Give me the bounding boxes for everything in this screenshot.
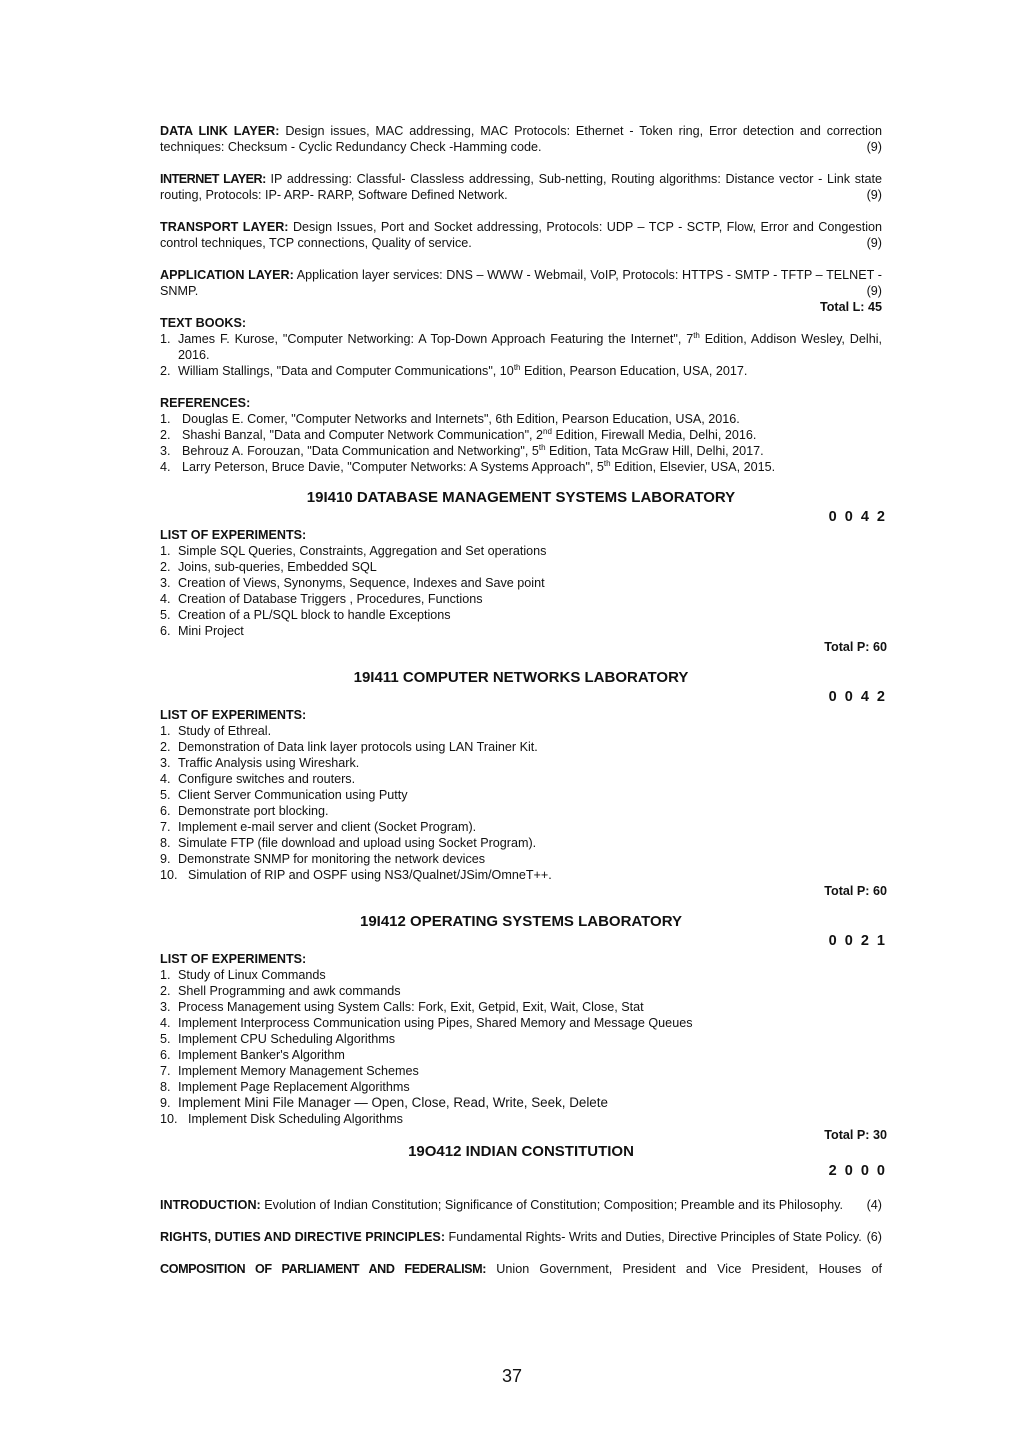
list-item: 4. Creation of Database Triggers , Procedures, Functions [160,592,483,606]
list-item: 4. Configure switches and routers. [160,772,356,786]
course-credits: 0 0 2 1 [828,933,887,949]
list-item: 7. Implement e-mail server and client (Socket Program). [160,820,477,834]
unit-application-layer [160,267,882,299]
unit-body: IP addressing: Classful- Classless addressing, Sub-netting, Routing algorithms: Distance vector - Link state routing, Protocols: IP- ARP- RARP, Software Defined Network. [160,172,883,202]
list-item: 3. Creation of Views, Synonyms, Sequence, Indexes and Save point [160,576,545,590]
list-item: 10. Implement Disk Scheduling Algorithms [160,1112,403,1126]
unit-internet-layer [160,171,882,203]
unit-body: Fundamental Rights- Writs and Duties, Directive Principles of State Policy. [448,1230,862,1244]
list-item: 8. Simulate FTP (file download and upload using Socket Program). [160,836,537,850]
list-item: 1. James F. Kurose, "Computer Networking: A Top-Down Approach Featuring the Internet", 7th Edition, Addison Wesley, Delhi, 2016. [160,330,882,362]
list-item: 8. Implement Page Replacement Algorithms [160,1080,410,1094]
experiments-list [160,543,882,639]
list-item: 1. Study of Ethreal. [160,724,272,738]
total-practical-hours: Total P: 60 [824,884,887,898]
unit-heading: DATA LINK LAYER: [160,124,280,138]
unit-data-link-layer [160,123,882,155]
unit-introduction [160,1197,882,1213]
unit-body: Union Government, President and Vice President, Houses of [496,1262,882,1276]
references-list [160,411,882,475]
experiments-heading: LIST OF EXPERIMENTS: [160,952,307,966]
unit-heading: APPLICATION LAYER: [160,268,294,282]
course-title: 19I412 OPERATING SYSTEMS LABORATORY [359,913,682,930]
list-item: 1. Study of Linux Commands [160,968,326,982]
total-lecture-hours: Total L: 45 [819,300,882,314]
page-content [160,123,887,1277]
list-item: 9. Demonstrate SNMP for monitoring the network devices [160,852,486,866]
course-title: 19O412 INDIAN CONSTITUTION [408,1143,634,1160]
experiments-list [160,723,882,883]
unit-body: Design Issues, Port and Socket addressing, Protocols: UDP – TCP - SCTP, Flow, Error and Congestion control techniques, TCP connections, Quality of service. [160,220,883,250]
course-title: 19I410 DATABASE MANAGEMENT SYSTEMS LABORATORY [306,489,736,506]
experiments-heading: LIST OF EXPERIMENTS: [160,708,307,722]
list-item: 5. Client Server Communication using Putty [160,788,408,802]
unit-heading: INTERNET LAYER: [160,172,266,186]
list-item: 4. Implement Interprocess Communication using Pipes, Shared Memory and Message Queues [160,1016,693,1030]
list-item: 2. Joins, sub-queries, Embedded SQL [160,560,377,574]
unit-heading: COMPOSITION OF PARLIAMENT AND FEDERALISM: [160,1262,487,1276]
textbooks-list [160,331,882,379]
unit-hours: (4) [866,1198,882,1212]
list-item: 3. Behrouz A. Forouzan, "Data Communication and Networking", 5th Edition, Tata McGraw Hill, Delhi, 2017. [160,442,764,458]
references-heading: REFERENCES: [160,396,251,410]
unit-hours: (9) [866,140,882,154]
unit-transport-layer [160,219,882,251]
list-item: 1. Simple SQL Queries, Constraints, Aggregation and Set operations [160,544,547,558]
unit-hours: (6) [866,1230,882,1244]
unit-hours: (9) [866,236,882,250]
unit-composition-parliament [160,1261,882,1277]
experiments-heading: LIST OF EXPERIMENTS: [160,528,307,542]
unit-heading: TRANSPORT LAYER: [160,220,289,234]
unit-heading: INTRODUCTION: [160,1198,261,1212]
course-credits: 2 0 0 0 [828,1163,887,1179]
experiments-list [160,967,882,1127]
list-item: 4. Larry Peterson, Bruce Davie, "Computer Networks: A Systems Approach", 5th Edition, Elsevier, USA, 2015. [160,458,776,474]
list-item: 6. Demonstrate port blocking. [160,804,329,818]
list-item: 6. Mini Project [160,624,244,638]
list-item: 2. Shashi Banzal, "Data and Computer Network Communication", 2nd Edition, Firewall Media, Delhi, 2016. [160,426,757,442]
list-item: 5. Creation of a PL/SQL block to handle Exceptions [160,608,451,622]
list-item: 10. Simulation of RIP and OSPF using NS3/Qualnet/JSim/OmneT++. [160,868,552,882]
list-item: 3. Traffic Analysis using Wireshark. [160,756,360,770]
page-number: 37 [501,1366,523,1386]
unit-rights-duties [160,1229,882,1245]
course-credits: 0 0 4 2 [828,509,887,525]
unit-hours: (9) [866,188,882,202]
unit-body: Application layer services: DNS – WWW - Webmail, VoIP, Protocols: HTTPS - SMTP - TFTP – TELNET - SNMP. [160,268,882,298]
list-item: 5. Implement CPU Scheduling Algorithms [160,1032,395,1046]
total-practical-hours: Total P: 30 [824,1128,887,1142]
list-item: 2. Demonstration of Data link layer protocols using LAN Trainer Kit. [160,740,538,754]
unit-body: Design issues, MAC addressing, MAC Protocols: Ethernet - Token ring, Error detection and correction techniques: Checksum - Cyclic Redundancy Check -Hamming code. [160,124,882,154]
textbooks-heading: TEXT BOOKS: [160,316,247,330]
list-item: 7. Implement Memory Management Schemes [160,1064,419,1078]
list-item: 2. Shell Programming and awk commands [160,984,401,998]
course-title: 19I411 COMPUTER NETWORKS LABORATORY [353,669,689,686]
unit-body: Evolution of Indian Constitution; Significance of Constitution; Composition; Preamble and its Philosophy. [264,1198,843,1212]
course-credits: 0 0 4 2 [828,689,887,705]
list-item: 2. William Stallings, "Data and Computer Communications", 10th Edition, Pearson Education, USA, 2017. [160,362,748,378]
list-item: 6. Implement Banker's Algorithm [160,1048,345,1062]
list-item: 1. Douglas E. Comer, "Computer Networks and Internets", 6th Edition, Pearson Education, USA, 2016. [160,412,740,426]
list-item: 3. Process Management using System Calls: Fork, Exit, Getpid, Exit, Wait, Close, Stat [160,1000,644,1014]
total-practical-hours: Total P: 60 [824,640,887,654]
unit-hours: (9) [866,284,882,298]
unit-heading: RIGHTS, DUTIES AND DIRECTIVE PRINCIPLES: [160,1230,446,1244]
list-item: 9. Implement Mini File Manager — Open, Close, Read, Write, Seek, Delete [160,1095,608,1110]
